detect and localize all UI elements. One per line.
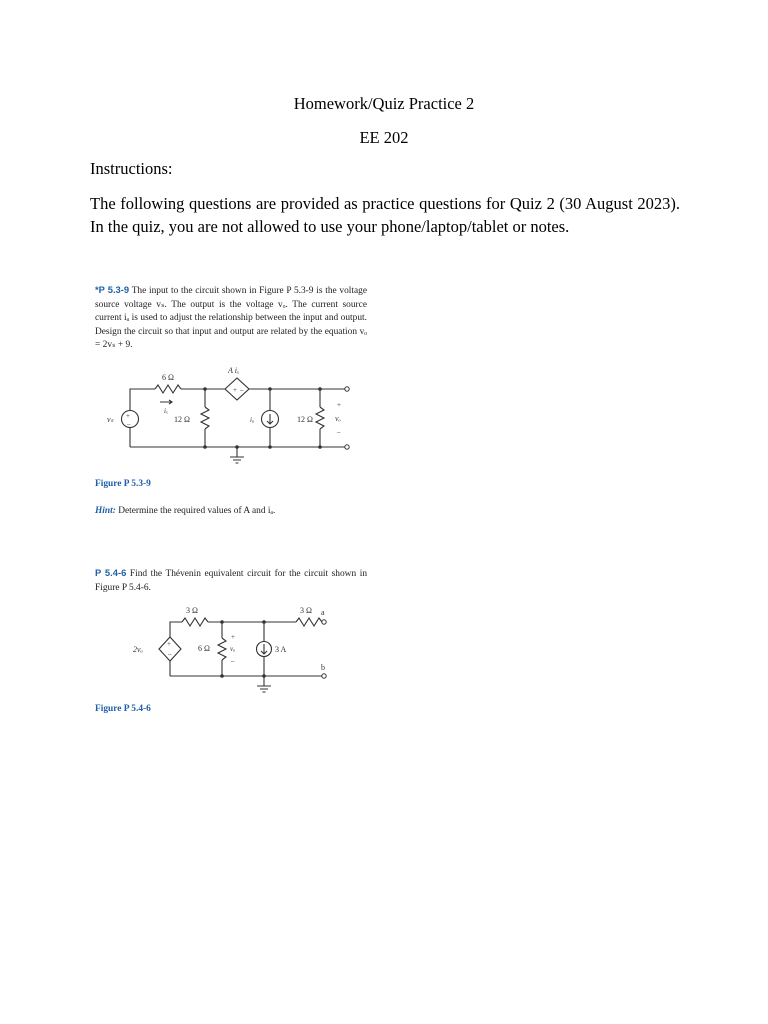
label-r2: 12 Ω [174,415,190,424]
dep-minus: – [240,386,244,394]
label-ia: iₐ [250,416,254,424]
label-r2-2: 3 Ω [300,606,312,615]
terminal-a: a [321,608,325,617]
figure-caption-p5-4-6: Figure P 5.4-6 [95,704,151,714]
problem-2-number: P 5.4-6 [95,567,127,578]
label-va: vₐ [230,645,236,653]
label-dep-source-2: 2vₐ [133,645,143,654]
course-code: EE 202 [359,128,409,147]
problem-2-text [95,566,367,595]
vs-minus: – [127,420,131,428]
vo-plus: + [337,401,341,409]
label-r1: 6 Ω [162,373,174,382]
problem-2-body: Find the Thévenin equivalent circuit for the circuit shown in Figure P 5.4-6. [95,569,368,593]
vs-plus: + [126,412,130,420]
va-minus: – [231,657,235,665]
figure-p5-4-6-circuit [130,600,330,690]
figure-caption-p5-3-9: Figure P 5.3-9 [95,479,151,489]
problem-1-body: The input to the circuit shown in Figure P 5.3-9 is the voltage source voltage vₛ. The output is the voltage vₒ. The current source current iₐ is used to adjust the relationship between the input and output. Design the circuit so that input and output are related by the equation vₒ = 2vₛ + 9. [95,286,367,351]
label-r1-2: 3 Ω [186,606,198,615]
document-title: Homework/Quiz Practice 2 [293,94,475,113]
hint-label: Hint: [95,506,116,516]
hint-text: Determine the required values of A and iₐ. [118,506,276,516]
label-vo: vₒ [335,414,341,423]
label-vs: vₛ [107,415,114,424]
dep2-minus: – [168,650,172,658]
va-plus: + [231,633,235,641]
dep-plus: + [233,386,237,394]
label-dep-source: A iₓ [228,366,240,375]
terminal-b: b [321,663,325,672]
instructions-label: Instructions: [90,159,173,178]
problem-1-text [95,283,367,353]
problem-1-hint [95,506,275,516]
figure-p5-3-9-circuit [100,362,370,467]
vo-minus: – [337,428,341,436]
label-isrc: 3 A [275,645,287,654]
instructions-text: The following questions are provided as practice questions for Quiz 2 (30 August 2023). In the quiz, you are not allowed to use your phone/laptop/tablet or notes. [90,194,680,236]
label-r3-2: 6 Ω [198,644,210,653]
label-r3: 12 Ω [297,415,313,424]
label-ix: iₓ [164,407,168,415]
dep2-plus: + [167,640,171,648]
problem-1-number: *P 5.3-9 [95,284,130,295]
